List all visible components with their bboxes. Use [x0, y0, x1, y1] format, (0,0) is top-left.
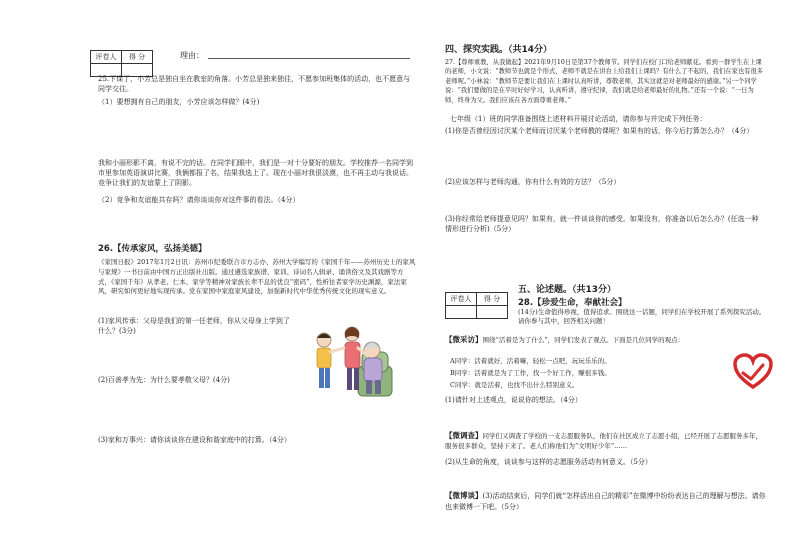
q27-s3: (3)你经常给老师提意见吗？如果有，就一件谈谈你的感受。如果没有，你准备以后怎么办？(任选一种情形进行分析)（5分） [445, 215, 759, 234]
q28-title: 28.【珍爱生命，奉献社会】 [518, 298, 627, 308]
micro-survey-label: 【微调查】 [445, 431, 483, 440]
micro-blog-label: 【微博谈】 [445, 491, 483, 500]
q28-blog [445, 491, 767, 512]
q26-sub3: (3)家和万事兴：请你谈谈你在建设和谐家庭中的打算。（4分） [98, 436, 291, 444]
opinion-a: A同学：活着就好，活着嘛，轻松一点吧，玩玩乐乐的。 [450, 357, 611, 365]
q28-survey [445, 431, 767, 451]
q28-intro: (14分)生命值得珍视，值得追求。围绕这一话题，同学们在学校开展了系列探究活动。请你参与其中，回答相关问题！ [518, 308, 766, 326]
section4-title: 四、探究实践。（共14分） [445, 45, 553, 55]
q27-s1: (1)你是否曾经因讨厌某个老师而讨厌某个老师教的课呢？如果有的话，你今后打算怎么办？（4分） [445, 127, 754, 135]
score-cell-2[interactable] [477, 306, 508, 319]
q26-body: 《家国日报》2017年1月2日讯：苏州市纪委联合市方志办、苏州大学编写的《家国千年——苏州历史上的家风与家规》一书日前由中国方正出版社出版。通过遴选家族谱、家训、诗词名人辑录、诵读俗文及其戏剧等方式，《家国千年》从孝老、仁本、家学等精神对家族长辈不息的优良“密码”，性析往者家学历史渊源，家法家风，研究如何更好地实现传承。党在家国中家庭家风建设，加强新时代中华优秀传统文化的现实意义。 [98, 258, 416, 296]
family-care-illustration [300, 318, 400, 400]
q26-sub1: (1)家风传承：父母是我们的第一任老师，你从父母身上学到了什么？(3分) [98, 317, 290, 336]
opinion-b: B同学：活着就是为了工作，找一个好工作，赚很多钱。 [450, 369, 611, 377]
micro-interview-text: 围绕“活着是为了什么”，同学们发表了观点。下面是几位同学的观点： [482, 336, 685, 344]
grader-label-2: 评卷人 [446, 293, 477, 306]
q26-sub2: (2)百善孝为先：为什么要孝敬父母？(4分) [98, 376, 230, 384]
q28-talk [445, 335, 695, 346]
grader-cell-2[interactable] [446, 306, 477, 319]
q27-intro: 27.【尊师重教，从我做起】2021年9月10日是第37个教师节。同学们在校门口给老师献花。看到一群学生在上课的老师，小文说：“教师节也就是个形式，老师不就是在讲台上给我们上课吗？有什么了不起的，我们在家也有很多老师呢。”小林说：“教师节是要让我们在上课时认真听讲，尊敬老师，其实这就是对老师最好的感谢。”另一个同学说：“我们要做的是在平时好好学习，认真听讲，遵守纪律，我们就是给老师最好的礼物。”还有一个说：“一日为师，终身为父。我们应该在各方面尊重老师。” [445, 59, 764, 104]
grader-label: 评卷人 [91, 51, 122, 64]
q25-intro: 25.下课了，小芳总是独自坐在教室的角落。小芳总是独来独往，不愿参加班集体的活动，也不愿意与同学交往。 [98, 75, 411, 94]
reason-label: 理由： [180, 51, 204, 60]
micro-survey-text: 同学们又调查了学校的一支志愿服务队，他们在社区成立了志愿小组，已经开展了志愿服务多年，服务很多群众，坚持下来了。老人们称他们为“文明好少年”…… [445, 432, 762, 450]
q28-s2: (2)从生命的角度，谈谈参与这样的志愿服务活动有何意义。（5分） [445, 458, 652, 466]
q27-lead: 七年级（1）班的同学准备围绕上述材料开展讨论活动，请你参与并完成下列任务： [450, 115, 707, 123]
q28-s1: (1)请针对上述观点，说说你的想法。（4分） [445, 396, 582, 404]
micro-blog-text: (3)活动结束后，同学们就“怎样活出自己的精彩”在微博中纷纷表达自己的理解与想法。请你也来微博一下吧。（5分） [445, 492, 766, 511]
section5-title: 五、论述题。（共13分） [518, 285, 617, 295]
volunteer-heart-icon [733, 353, 773, 391]
score-box-bottom [445, 292, 508, 319]
reason-answer-line[interactable] [208, 58, 410, 59]
q25-sub1: （1）要想拥有自己的朋友，小芳应该怎样做？(4分) [98, 98, 260, 106]
q26-title: 26.【传承家风，弘扬美德】 [98, 244, 207, 254]
score-label-2: 得 分 [477, 293, 508, 306]
micro-interview-label: 【微采访】 [445, 335, 483, 344]
opinion-c: C同学：就是活着，也找不出什么特别意义。 [450, 381, 579, 389]
score-label: 得 分 [122, 51, 153, 64]
q25-sub2: （2）竞争和友谊能共存吗？请你谈谈你对这件事的看法。（4分） [98, 196, 300, 204]
q25-story: 我和小丽形影不离，有说不完的话。在同学们眼中，我们是一对十分要好的朋友。学校推荐一名同学到市里参加英语演讲比赛，我俩都报了名，结果我选上了。现在小丽对我很淡漠，也不再主动与我说话。竞争让我们的友谊蒙上了阴影。 [98, 159, 413, 188]
q27-s2: (2)应该怎样与老师沟通，你有什么有效的方法？（5分） [445, 178, 621, 186]
